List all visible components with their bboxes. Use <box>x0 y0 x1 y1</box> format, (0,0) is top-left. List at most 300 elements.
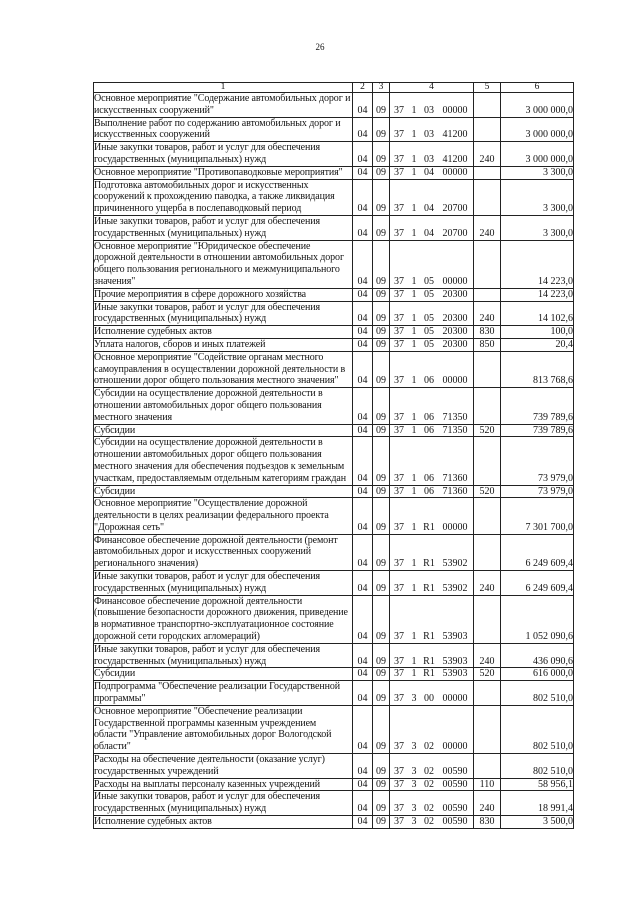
row-target-code <box>390 288 474 301</box>
row-amount: 802 510,0 <box>501 705 574 753</box>
code-part-program: 37 <box>394 166 404 178</box>
code-part-program: 37 <box>394 375 404 387</box>
row-target-code <box>390 166 474 179</box>
row-target-code <box>390 816 474 829</box>
code-part-direction: 41200 <box>442 129 468 141</box>
code-part-direction: 20700 <box>442 227 468 239</box>
code-part-program: 37 <box>394 326 404 338</box>
code-part-event: 02 <box>424 778 434 790</box>
row-amount: 739 789,6 <box>501 388 574 424</box>
row-subsection: 09 <box>373 424 390 437</box>
code-part-direction: 71350 <box>442 424 468 436</box>
code-part-event: R1 <box>423 668 435 680</box>
row-amount: 3 000 000,0 <box>501 117 574 142</box>
code-part-event: 02 <box>424 816 434 828</box>
row-expense-type <box>474 117 501 142</box>
row-amount: 100,0 <box>501 326 574 339</box>
code-part-subprogram: 3 <box>411 765 417 777</box>
row-section: 04 <box>353 166 373 179</box>
row-subsection: 09 <box>373 778 390 791</box>
row-name: Уплата налогов, сборов и иных платежей <box>94 338 353 351</box>
row-target-code <box>390 179 474 215</box>
row-name: Финансовое обеспечение дорожной деятельности (повышение безопасности дорожного движения, приведение в нормативное транспортно-эксплуатационное состояние дорожной сети городских агломераций) <box>94 595 353 643</box>
code-part-event: 06 <box>424 375 434 387</box>
row-name: Исполнение судебных актов <box>94 326 353 339</box>
row-name: Иные закупки товаров, работ и услуг для обеспечения государственных (муниципальных) нужд <box>94 643 353 668</box>
row-section: 04 <box>353 791 373 816</box>
code-part-direction: 71360 <box>442 485 468 497</box>
code-part-subprogram: 1 <box>411 582 417 594</box>
row-name: Основное мероприятие "Содержание автомобильных дорог и искусственных сооружений" <box>94 93 353 118</box>
row-target-code <box>390 778 474 791</box>
row-expense-type: 240 <box>474 643 501 668</box>
row-expense-type: 830 <box>474 326 501 339</box>
code-part-direction: 00590 <box>442 803 468 815</box>
row-section: 04 <box>353 668 373 681</box>
code-part-subprogram: 1 <box>411 129 417 141</box>
row-subsection: 09 <box>373 595 390 643</box>
row-target-code <box>390 754 474 779</box>
code-part-direction: 53902 <box>442 582 468 594</box>
row-target-code <box>390 791 474 816</box>
row-section: 04 <box>353 681 373 706</box>
row-section: 04 <box>353 705 373 753</box>
row-subsection: 09 <box>373 326 390 339</box>
table-row <box>94 668 574 681</box>
row-section: 04 <box>353 351 373 387</box>
code-part-subprogram: 1 <box>411 631 417 643</box>
table-body <box>94 93 574 829</box>
row-target-code <box>390 705 474 753</box>
row-subsection: 09 <box>373 437 390 485</box>
row-name: Иные закупки товаров, работ и услуг для обеспечения государственных (муниципальных) нужд <box>94 142 353 167</box>
row-name: Иные закупки товаров, работ и услуг для обеспечения государственных (муниципальных) нужд <box>94 215 353 240</box>
code-part-subprogram: 1 <box>411 485 417 497</box>
row-target-code <box>390 93 474 118</box>
code-part-program: 37 <box>394 803 404 815</box>
code-part-program: 37 <box>394 424 404 436</box>
row-target-code <box>390 338 474 351</box>
row-target-code <box>390 485 474 498</box>
row-name: Субсидии <box>94 485 353 498</box>
code-part-direction: 20300 <box>442 313 468 325</box>
table-row <box>94 778 574 791</box>
row-subsection: 09 <box>373 215 390 240</box>
row-expense-type <box>474 351 501 387</box>
row-name: Иные закупки товаров, работ и услуг для обеспечения государственных (муниципальных) нужд <box>94 571 353 596</box>
row-name: Финансовое обеспечение дорожной деятельности (ремонт автомобильных дорог и искусственных сооружений регионального значения) <box>94 534 353 570</box>
row-amount: 436 090,6 <box>501 643 574 668</box>
code-part-event: R1 <box>423 631 435 643</box>
row-expense-type <box>474 705 501 753</box>
row-section: 04 <box>353 142 373 167</box>
col-header-section: 2 <box>353 83 373 93</box>
row-section: 04 <box>353 215 373 240</box>
row-section: 04 <box>353 338 373 351</box>
table-row <box>94 301 574 326</box>
code-part-direction: 00590 <box>442 778 468 790</box>
code-part-subprogram: 1 <box>411 338 417 350</box>
col-header-amount: 6 <box>501 83 574 93</box>
row-amount: 802 510,0 <box>501 681 574 706</box>
code-part-subprogram: 1 <box>411 668 417 680</box>
table-row <box>94 142 574 167</box>
row-subsection: 09 <box>373 571 390 596</box>
code-part-subprogram: 1 <box>411 411 417 423</box>
row-target-code <box>390 351 474 387</box>
row-subsection: 09 <box>373 705 390 753</box>
row-target-code <box>390 424 474 437</box>
code-part-subprogram: 3 <box>411 741 417 753</box>
code-part-event: 06 <box>424 485 434 497</box>
code-part-event: 03 <box>424 153 434 165</box>
row-amount: 616 000,0 <box>501 668 574 681</box>
code-part-subprogram: 1 <box>411 424 417 436</box>
row-amount: 3 300,0 <box>501 215 574 240</box>
row-expense-type: 830 <box>474 816 501 829</box>
row-expense-type <box>474 179 501 215</box>
row-section: 04 <box>353 754 373 779</box>
code-part-subprogram: 1 <box>411 326 417 338</box>
row-name: Исполнение судебных актов <box>94 816 353 829</box>
row-subsection: 09 <box>373 681 390 706</box>
row-section: 04 <box>353 240 373 288</box>
table-row <box>94 754 574 779</box>
row-expense-type: 850 <box>474 338 501 351</box>
row-section: 04 <box>353 778 373 791</box>
code-part-direction: 00000 <box>442 275 468 287</box>
row-expense-type <box>474 166 501 179</box>
row-subsection: 09 <box>373 534 390 570</box>
row-expense-type <box>474 534 501 570</box>
table-row <box>94 681 574 706</box>
row-section: 04 <box>353 571 373 596</box>
row-name: Субсидии на осуществление дорожной деятельности в отношении автомобильных дорог общего пользования местного значения <box>94 388 353 424</box>
code-part-subprogram: 1 <box>411 153 417 165</box>
row-expense-type: 520 <box>474 424 501 437</box>
row-amount: 73 979,0 <box>501 437 574 485</box>
row-name: Субсидии на осуществление дорожной деятельности в отношении автомобильных дорог общего пользования местного значения для обеспечения подъездов к земельным участкам, предоставляемым отдельным категориям граждан <box>94 437 353 485</box>
row-name: Основное мероприятие "Юридическое обеспечение дорожной деятельности в отношении автомобильных дорог общего пользования регионального и межмуниципального значения" <box>94 240 353 288</box>
code-part-event: 05 <box>424 288 434 300</box>
row-name: Расходы на обеспечение деятельности (оказание услуг) государственных учреждений <box>94 754 353 779</box>
table-row <box>94 705 574 753</box>
table-row <box>94 485 574 498</box>
code-part-subprogram: 1 <box>411 521 417 533</box>
row-amount: 1 052 090,6 <box>501 595 574 643</box>
row-subsection: 09 <box>373 351 390 387</box>
code-part-event: 02 <box>424 765 434 777</box>
row-name: Основное мероприятие "Противопаводковые мероприятия" <box>94 166 353 179</box>
row-subsection: 09 <box>373 240 390 288</box>
code-part-program: 37 <box>394 472 404 484</box>
table-row <box>94 240 574 288</box>
row-amount: 58 956,1 <box>501 778 574 791</box>
row-target-code <box>390 240 474 288</box>
code-part-program: 37 <box>394 631 404 643</box>
table-row <box>94 437 574 485</box>
row-section: 04 <box>353 643 373 668</box>
row-subsection: 09 <box>373 166 390 179</box>
table-row <box>94 351 574 387</box>
code-part-direction: 41200 <box>442 153 468 165</box>
row-subsection: 09 <box>373 754 390 779</box>
row-section: 04 <box>353 288 373 301</box>
row-expense-type: 240 <box>474 571 501 596</box>
row-amount: 3 300,0 <box>501 179 574 215</box>
code-part-program: 37 <box>394 104 404 116</box>
row-expense-type: 520 <box>474 485 501 498</box>
code-part-subprogram: 1 <box>411 166 417 178</box>
row-target-code <box>390 643 474 668</box>
code-part-program: 37 <box>394 129 404 141</box>
code-part-program: 37 <box>394 153 404 165</box>
col-header-name: 1 <box>94 83 353 93</box>
row-target-code <box>390 142 474 167</box>
row-amount: 739 789,6 <box>501 424 574 437</box>
code-part-event: R1 <box>423 582 435 594</box>
row-target-code <box>390 595 474 643</box>
row-subsection: 09 <box>373 93 390 118</box>
row-subsection: 09 <box>373 142 390 167</box>
code-part-subprogram: 1 <box>411 313 417 325</box>
code-part-event: 06 <box>424 472 434 484</box>
row-amount: 3 000 000,0 <box>501 93 574 118</box>
table-row <box>94 338 574 351</box>
code-part-event: 05 <box>424 326 434 338</box>
row-name: Иные закупки товаров, работ и услуг для обеспечения государственных (муниципальных) нужд <box>94 791 353 816</box>
row-target-code <box>390 388 474 424</box>
code-part-program: 37 <box>394 411 404 423</box>
code-part-event: 05 <box>424 313 434 325</box>
row-target-code <box>390 668 474 681</box>
code-part-direction: 00590 <box>442 765 468 777</box>
code-part-event: 04 <box>424 166 434 178</box>
code-part-program: 37 <box>394 778 404 790</box>
code-part-event: 03 <box>424 104 434 116</box>
row-expense-type <box>474 240 501 288</box>
row-name: Основное мероприятие "Осуществление дорожной деятельности в целях реализации федерального проекта "Дорожная сеть" <box>94 498 353 534</box>
code-part-direction: 71360 <box>442 472 468 484</box>
code-part-program: 37 <box>394 203 404 215</box>
row-amount: 813 768,6 <box>501 351 574 387</box>
table-row <box>94 643 574 668</box>
code-part-event: 05 <box>424 275 434 287</box>
row-target-code <box>390 498 474 534</box>
code-part-program: 37 <box>394 582 404 594</box>
code-part-subprogram: 1 <box>411 375 417 387</box>
col-header-target-code: 4 <box>390 83 474 93</box>
code-part-subprogram: 3 <box>411 816 417 828</box>
code-part-direction: 00000 <box>442 104 468 116</box>
code-part-event: R1 <box>423 521 435 533</box>
code-part-subprogram: 1 <box>411 203 417 215</box>
code-part-direction: 20700 <box>442 203 468 215</box>
row-section: 04 <box>353 437 373 485</box>
code-part-direction: 20300 <box>442 326 468 338</box>
row-subsection: 09 <box>373 388 390 424</box>
row-section: 04 <box>353 816 373 829</box>
budget-table <box>93 82 574 829</box>
row-name: Субсидии <box>94 424 353 437</box>
code-part-direction: 53903 <box>442 631 468 643</box>
table-row <box>94 424 574 437</box>
code-part-program: 37 <box>394 227 404 239</box>
row-amount: 20,4 <box>501 338 574 351</box>
row-section: 04 <box>353 485 373 498</box>
row-section: 04 <box>353 93 373 118</box>
table-row <box>94 498 574 534</box>
row-subsection: 09 <box>373 179 390 215</box>
table-row <box>94 93 574 118</box>
row-subsection: 09 <box>373 643 390 668</box>
code-part-direction: 53903 <box>442 668 468 680</box>
row-amount: 14 102,6 <box>501 301 574 326</box>
table-row <box>94 388 574 424</box>
row-section: 04 <box>353 117 373 142</box>
row-subsection: 09 <box>373 816 390 829</box>
row-subsection: 09 <box>373 338 390 351</box>
code-part-event: 05 <box>424 338 434 350</box>
table-row <box>94 816 574 829</box>
code-part-program: 37 <box>394 655 404 667</box>
row-section: 04 <box>353 179 373 215</box>
row-section: 04 <box>353 498 373 534</box>
code-part-program: 37 <box>394 816 404 828</box>
row-amount: 3 500,0 <box>501 816 574 829</box>
row-expense-type <box>474 754 501 779</box>
row-section: 04 <box>353 424 373 437</box>
row-subsection: 09 <box>373 288 390 301</box>
row-target-code <box>390 437 474 485</box>
code-part-subprogram: 3 <box>411 778 417 790</box>
row-name: Основное мероприятие "Обеспечение реализации Государственной программы казенным учреждением области "Управление автомобильных дорог Вологодской области" <box>94 705 353 753</box>
code-part-event: R1 <box>423 655 435 667</box>
table-row <box>94 288 574 301</box>
code-part-program: 37 <box>394 485 404 497</box>
row-amount: 7 301 700,0 <box>501 498 574 534</box>
code-part-program: 37 <box>394 558 404 570</box>
row-expense-type <box>474 93 501 118</box>
code-part-event: 02 <box>424 803 434 815</box>
row-expense-type <box>474 498 501 534</box>
code-part-event: 02 <box>424 741 434 753</box>
code-part-event: R1 <box>423 558 435 570</box>
row-target-code <box>390 117 474 142</box>
code-part-subprogram: 1 <box>411 227 417 239</box>
code-part-subprogram: 3 <box>411 693 417 705</box>
code-part-subprogram: 1 <box>411 558 417 570</box>
row-expense-type: 240 <box>474 301 501 326</box>
row-amount: 6 249 609,4 <box>501 571 574 596</box>
code-part-event: 06 <box>424 424 434 436</box>
row-name: Подготовка автомобильных дорог и искусственных сооружений к прохождению паводка, а также ликвидация причиненного ущерба в послепаводковый период <box>94 179 353 215</box>
row-section: 04 <box>353 326 373 339</box>
row-target-code <box>390 215 474 240</box>
row-name: Подпрограмма "Обеспечение реализации Государственной программы" <box>94 681 353 706</box>
row-subsection: 09 <box>373 791 390 816</box>
code-part-event: 04 <box>424 203 434 215</box>
row-section: 04 <box>353 595 373 643</box>
table-row <box>94 117 574 142</box>
row-target-code <box>390 534 474 570</box>
code-part-direction: 20300 <box>442 338 468 350</box>
row-expense-type: 240 <box>474 142 501 167</box>
code-part-event: 03 <box>424 129 434 141</box>
code-part-direction: 00000 <box>442 375 468 387</box>
code-part-program: 37 <box>394 693 404 705</box>
code-part-subprogram: 1 <box>411 655 417 667</box>
code-part-subprogram: 1 <box>411 275 417 287</box>
row-target-code <box>390 326 474 339</box>
page-number: 26 <box>315 42 325 52</box>
row-subsection: 09 <box>373 668 390 681</box>
header-row <box>94 83 574 93</box>
row-expense-type <box>474 288 501 301</box>
code-part-direction: 53903 <box>442 655 468 667</box>
row-name: Субсидии <box>94 668 353 681</box>
row-expense-type <box>474 681 501 706</box>
code-part-direction: 00000 <box>442 741 468 753</box>
col-header-expense-type: 5 <box>474 83 501 93</box>
code-part-program: 37 <box>394 741 404 753</box>
code-part-event: 04 <box>424 227 434 239</box>
code-part-program: 37 <box>394 338 404 350</box>
table-row <box>94 166 574 179</box>
code-part-subprogram: 3 <box>411 803 417 815</box>
row-name: Основное мероприятие "Содействие органам местного самоуправления в осуществлении дорожной деятельности в отношении дорог общего пользования местного значения" <box>94 351 353 387</box>
col-header-subsection: 3 <box>373 83 390 93</box>
code-part-subprogram: 1 <box>411 472 417 484</box>
row-name: Выполнение работ по содержанию автомобильных дорог и искусственных сооружений <box>94 117 353 142</box>
row-expense-type: 240 <box>474 215 501 240</box>
row-target-code <box>390 681 474 706</box>
row-expense-type: 520 <box>474 668 501 681</box>
row-subsection: 09 <box>373 117 390 142</box>
code-part-direction: 00000 <box>442 166 468 178</box>
table-row <box>94 595 574 643</box>
code-part-program: 37 <box>394 313 404 325</box>
table-row <box>94 534 574 570</box>
code-part-program: 37 <box>394 765 404 777</box>
row-subsection: 09 <box>373 485 390 498</box>
row-section: 04 <box>353 534 373 570</box>
code-part-direction: 53902 <box>442 558 468 570</box>
table-row <box>94 179 574 215</box>
code-part-program: 37 <box>394 521 404 533</box>
row-expense-type: 110 <box>474 778 501 791</box>
row-expense-type <box>474 595 501 643</box>
code-part-event: 06 <box>424 411 434 423</box>
code-part-event: 00 <box>424 693 434 705</box>
table-row <box>94 215 574 240</box>
row-section: 04 <box>353 301 373 326</box>
code-part-subprogram: 1 <box>411 104 417 116</box>
code-part-direction: 20300 <box>442 288 468 300</box>
row-section: 04 <box>353 388 373 424</box>
table-row <box>94 326 574 339</box>
row-name: Прочие мероприятия в сфере дорожного хозяйства <box>94 288 353 301</box>
row-subsection: 09 <box>373 498 390 534</box>
code-part-subprogram: 1 <box>411 288 417 300</box>
row-amount: 14 223,0 <box>501 240 574 288</box>
table-row <box>94 571 574 596</box>
row-amount: 6 249 609,4 <box>501 534 574 570</box>
row-subsection: 09 <box>373 301 390 326</box>
row-amount: 14 223,0 <box>501 288 574 301</box>
row-target-code <box>390 571 474 596</box>
row-amount: 73 979,0 <box>501 485 574 498</box>
